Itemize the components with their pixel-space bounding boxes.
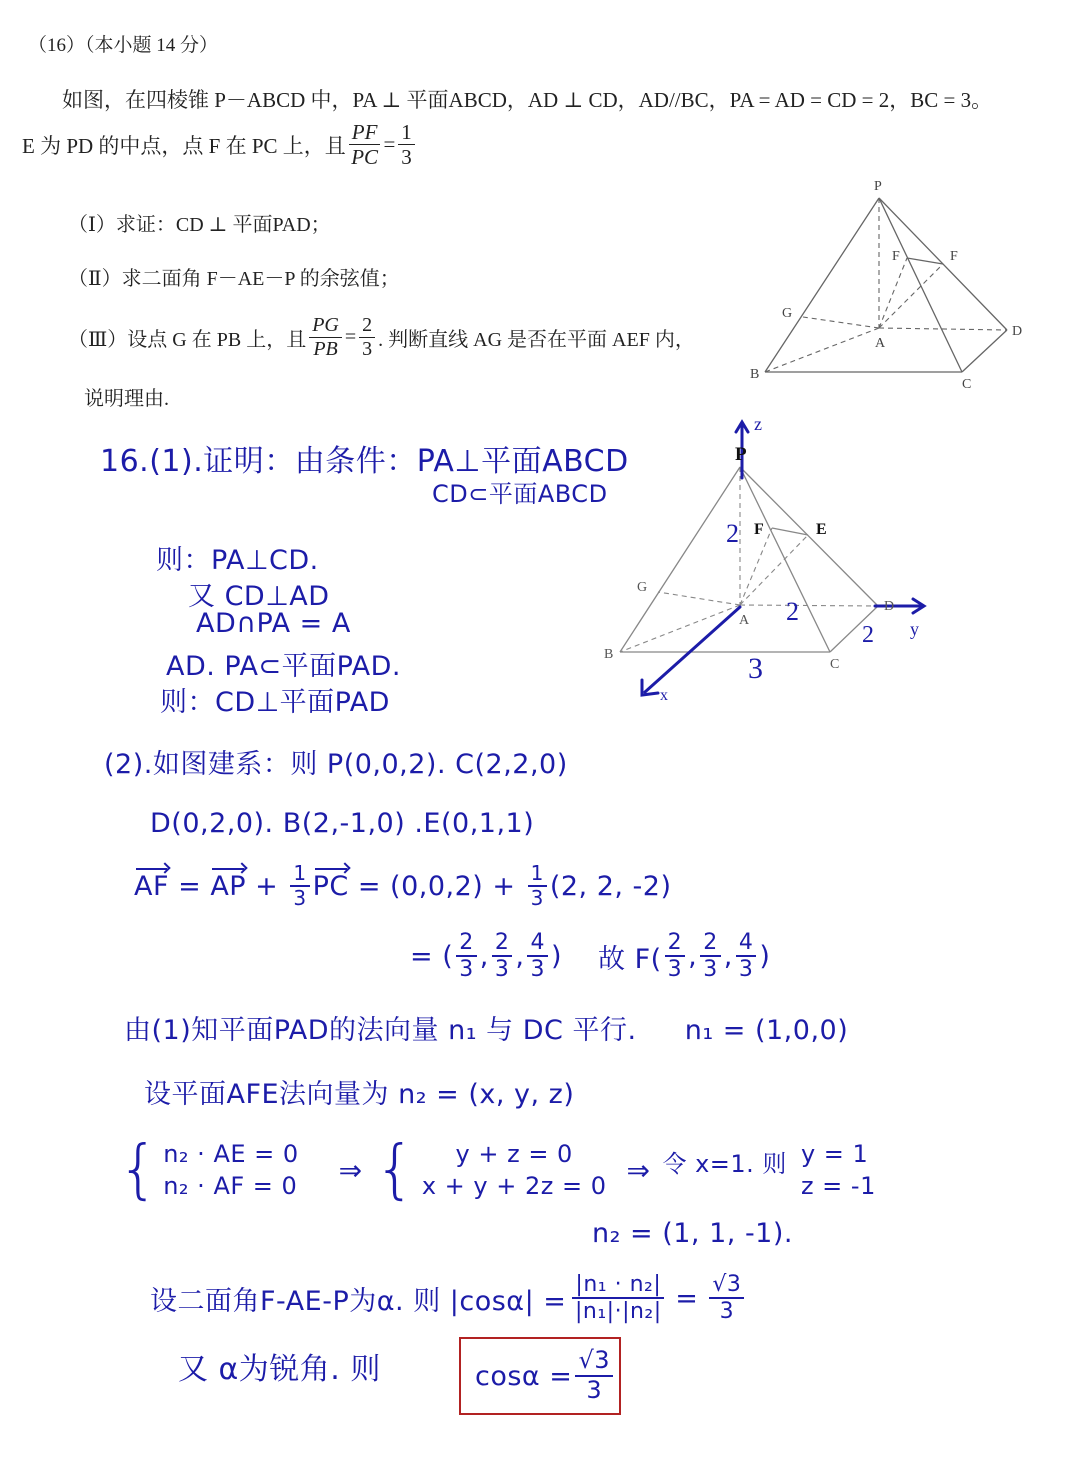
left-brace: { xyxy=(118,1133,160,1208)
problem-header: （16）（本小题 14 分） xyxy=(28,35,219,56)
stem-ratio-fraction: $\frac{PF}{PC}$ xyxy=(349,120,381,169)
normal-vector-n1-line: 由(1)知平面PAD的法向量 n₁ 与 DC 平行. n₁ = (1,0,0) xyxy=(124,1015,849,1046)
annotated-label-D: D xyxy=(884,599,895,614)
label-P: P xyxy=(874,179,882,194)
problem-stem-line1: 如图，在四棱锥 P－ABCD 中，PA ⊥ 平面ABCD，AD ⊥ CD，AD//BC，PA = AD = CD = 2，BC = 3。 xyxy=(62,88,993,112)
stem-line2-text: E 为 PD 的中点，点 F 在 PC 上，且 xyxy=(22,133,346,158)
label-G: G xyxy=(782,306,793,321)
solution-part2-line1: (2).如图建系：则 P(0,0,2). C(2,2,0) xyxy=(104,749,568,780)
length-PA: 2 xyxy=(726,519,739,548)
x-axis-label: x xyxy=(660,687,668,704)
length-CD: 2 xyxy=(862,622,874,648)
problem-part1: （Ⅰ）求证：CD ⊥ 平面PAD； xyxy=(68,214,331,236)
solution-part2-line2: D(0,2,0). B(2,-1,0) .E(0,1,1) xyxy=(150,808,535,839)
problem-part2: （Ⅱ）求二面角 F－AE－P 的余弦值； xyxy=(68,268,400,290)
problem-stem-line2: E 为 PD 的中点，点 F 在 PC 上，且 $\frac{PF}{PC}$ = $\frac{1}{3}$ xyxy=(22,120,418,169)
annotated-label-B: B xyxy=(604,647,614,662)
annotated-label-C: C xyxy=(830,657,840,672)
annotated-label-P: P xyxy=(735,444,747,465)
solution-part1-line4: 又 CD⊥AD xyxy=(188,581,330,612)
x-axis xyxy=(645,607,740,692)
annotated-label-A: A xyxy=(739,613,750,628)
length-AD: 2 xyxy=(786,597,799,626)
y-axis-label: y xyxy=(910,619,919,639)
printed-pyramid-figure xyxy=(740,172,1040,402)
left-brace: { xyxy=(374,1133,416,1208)
solution-part1-line5: AD∩PA = A xyxy=(196,608,351,639)
normal-vector-n2-setup: 设平面AFE法向量为 n₂ = (x, y, z) xyxy=(144,1079,575,1110)
label-E-printed-as-F: F xyxy=(950,249,958,264)
cos-alpha-computation: 设二面角F-AE-P为α. 则 |cosα| = $\frac{\text{|n₁ · n₂|}}{\text{|n₁|·|n₂|}}$ = $\frac{√3}{3}$ xyxy=(150,1272,747,1325)
annotated-label-G: G xyxy=(637,580,648,595)
af-vector-equation: AF = AP + $\frac{1}{3}$ PC = (0,0,2) + $\frac{1}{3}$ (2, 2, -2) xyxy=(134,861,672,910)
answer-lhs: cosα = xyxy=(475,1360,573,1392)
solution-part1-line1: 16.(1).证明：由条件：PA⊥平面ABCD xyxy=(100,444,629,479)
solution-part1-line6: AD. PA⊂平面PAD. xyxy=(166,651,401,682)
f-point: 故 F( xyxy=(597,943,662,975)
part3-ratio-value: $\frac{2}{3}$ xyxy=(359,314,375,361)
af-result: = ( $\frac{2}{3}$ , $\frac{2}{3}$ , $\frac{4}{3}$ ) 故 F( $\frac{2}{3}$ , $\frac{2}{3}$ , $\frac{4}{3}$ ) xyxy=(410,930,771,983)
label-D: D xyxy=(1012,324,1023,339)
length-BC: 3 xyxy=(748,652,763,685)
label-C: C xyxy=(962,377,972,392)
label-F: F xyxy=(892,249,900,264)
solution-part1-line3: 则：PA⊥CD. xyxy=(156,545,319,576)
stem-ratio-value: $\frac{1}{3}$ xyxy=(398,120,415,169)
solution-part1-line2: CD⊂平面ABCD xyxy=(432,480,608,508)
problem-part3-line2: 说明理由. xyxy=(84,388,169,410)
conclusion-prefix: 又 α为锐角. 则 xyxy=(178,1352,381,1387)
final-answer-box: cosα = $\frac{√3}{3}$ xyxy=(459,1337,621,1415)
annotated-label-F: F xyxy=(754,521,764,538)
part3-ratio-fraction: $\frac{PG}{PB}$ xyxy=(309,314,342,361)
n2-value: n₂ = (1, 1, -1). xyxy=(592,1218,793,1249)
solution-part1-line7: 则：CD⊥平面PAD xyxy=(160,687,390,718)
n1-value: n₁ = (1,0,0) xyxy=(684,1015,849,1046)
label-A: A xyxy=(875,336,886,351)
annotated-pyramid-figure xyxy=(590,410,950,710)
z-axis-label: z xyxy=(754,414,762,434)
label-B: B xyxy=(750,367,760,382)
problem-part3: （Ⅲ）设点 G 在 PB 上，且 $\frac{PG}{PB}$ = $\frac{2}{3}$ . 判断直线 AG 是否在平面 AEF 内， xyxy=(68,314,695,360)
equation-system: { n₂ · AE = 0 n₂ · AF = 0 ⇒ { y + z = 0 x + y + 2z = 0 ⇒ 令 x=1. 则 y = 1 z = -1 xyxy=(118,1133,876,1208)
annotated-label-E: E xyxy=(816,521,827,538)
